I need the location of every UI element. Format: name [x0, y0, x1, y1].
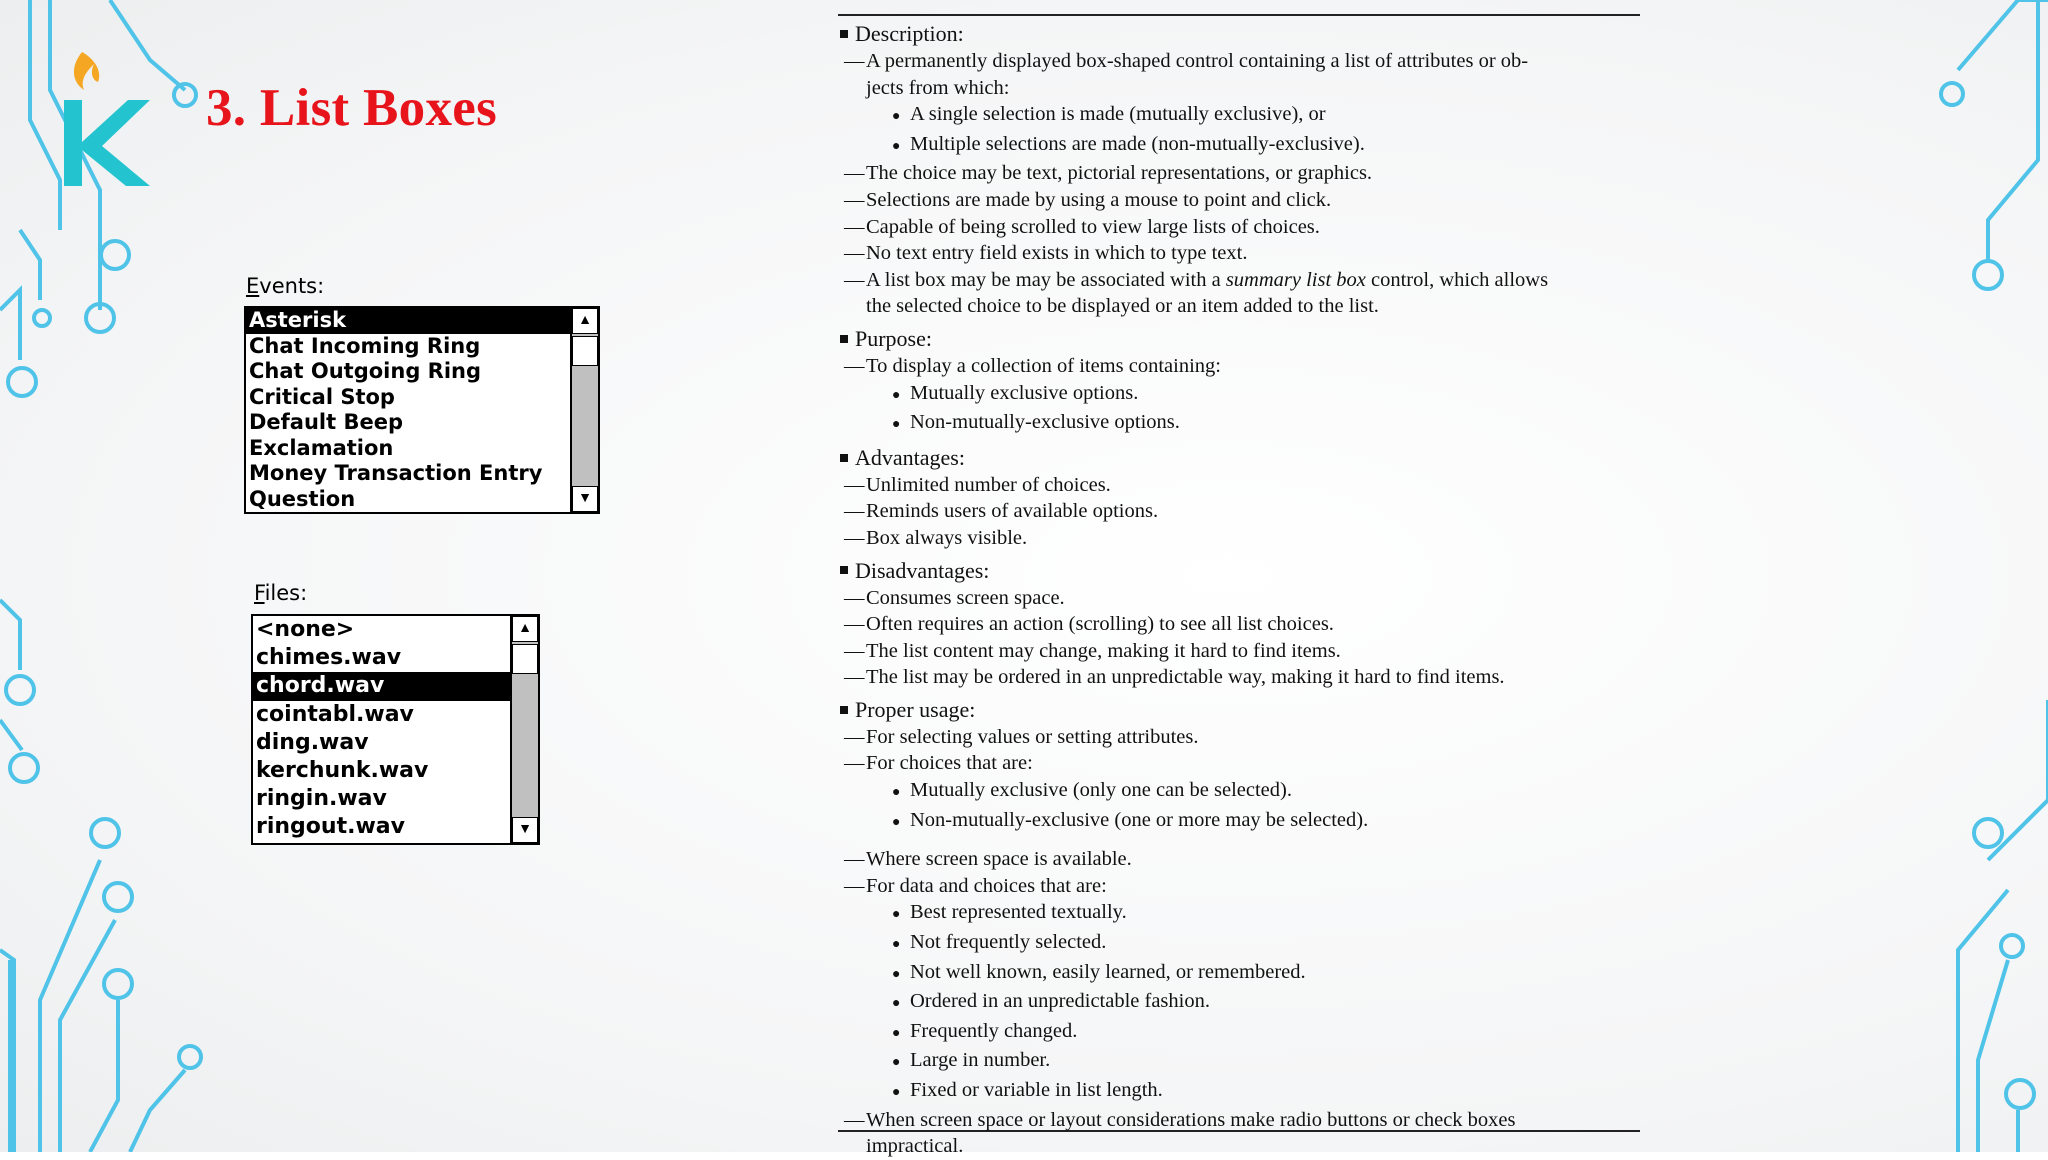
- events-scroll-down-arrow-icon[interactable]: ▼: [572, 486, 598, 512]
- section-heading: Purpose:: [838, 325, 1640, 353]
- list-item: —Selections are made by using a mouse to point and click.: [844, 188, 1332, 211]
- files-scroll-up-arrow-icon[interactable]: ▲: [512, 616, 538, 642]
- section-heading: Description:: [838, 20, 1640, 48]
- list-item: ● Mutually exclusive options.: [892, 381, 1139, 404]
- files-list-option[interactable]: cointabl.wav: [256, 701, 414, 727]
- list-item: ● Ordered in an unpredictable fashion.: [892, 990, 1210, 1013]
- list-item: —Consumes screen space.: [844, 586, 1065, 609]
- section-heading: Advantages:: [838, 444, 1640, 472]
- list-item: ● Non-mutually-exclusive options.: [892, 411, 1180, 434]
- square-bullet-icon: [840, 30, 848, 38]
- events-list-option[interactable]: Exclamation: [249, 435, 394, 460]
- files-label: Files:: [254, 581, 308, 605]
- events-list-box[interactable]: [244, 306, 600, 514]
- section-advantages: [838, 439, 1640, 552]
- list-item: —No text entry field exists in which to type text.: [844, 242, 1248, 265]
- events-list-items: [246, 308, 570, 512]
- section-proper-usage: [838, 691, 1640, 1160]
- list-item: ● Not frequently selected.: [892, 931, 1107, 954]
- square-bullet-icon: [840, 706, 848, 714]
- section-purpose: [838, 320, 1640, 439]
- events-scroll-up-arrow-icon[interactable]: ▲: [572, 308, 598, 334]
- list-item: ● Frequently changed.: [892, 1019, 1078, 1042]
- list-item: —The choice may be text, pictorial representations, or graphics.: [844, 162, 1373, 185]
- list-item: —Reminds users of available options.: [844, 500, 1159, 523]
- list-item: ● Fixed or variable in list length.: [892, 1079, 1163, 1101]
- square-bullet-icon: [840, 566, 848, 574]
- list-item: —Box always visible.: [844, 526, 1028, 549]
- events-scroll-thumb[interactable]: [572, 336, 598, 366]
- list-item: —Unlimited number of choices.: [844, 473, 1111, 496]
- square-bullet-icon: [840, 335, 848, 343]
- files-list-option[interactable]: ringin.wav: [256, 786, 387, 812]
- files-list-option[interactable]: chord.wav: [253, 672, 510, 700]
- events-list-option[interactable]: Default Beep: [249, 410, 404, 434]
- list-item: ● A single selection is made (mutually exclusive), or: [892, 103, 1326, 126]
- list-item: —A list box may be may be associated with a summary list box control, which allows the selected choice to be displayed or an item added to the list.: [844, 268, 1549, 318]
- list-item: —Capable of being scrolled to view large lists of choices.: [844, 215, 1320, 238]
- guidelines-document: [838, 14, 1640, 1158]
- list-item: —For data and choices that are:: [844, 874, 1107, 897]
- section-heading: Disadvantages:: [838, 557, 1640, 585]
- files-list-option[interactable]: ding.wav: [256, 729, 369, 755]
- list-item: —Often requires an action (scrolling) to see all list choices.: [844, 613, 1334, 636]
- list-item: ● Mutually exclusive (only one can be selected).: [892, 779, 1292, 802]
- list-item: —When screen space or layout considerations make radio buttons or check boxes impractical.: [844, 1108, 1516, 1158]
- section-heading: Proper usage:: [838, 696, 1640, 724]
- list-item: ● Best represented textually.: [892, 901, 1127, 924]
- section-description: [838, 16, 1640, 320]
- events-list-option[interactable]: Money Transaction Entry: [249, 461, 543, 485]
- square-bullet-icon: [840, 454, 848, 462]
- list-item: —For choices that are:: [844, 752, 1033, 775]
- list-item: —The list content may change, making it hard to find items.: [844, 639, 1341, 662]
- slide-title: 3. List Boxes: [206, 79, 498, 137]
- list-item: —Where screen space is available.: [844, 848, 1132, 871]
- events-list-option[interactable]: Asterisk: [246, 308, 570, 334]
- circuit-decoration-right: [1868, 0, 2048, 1152]
- files-scroll-thumb[interactable]: [512, 644, 538, 674]
- files-scrollbar[interactable]: [510, 616, 538, 843]
- list-item: ● Multiple selections are made (non-mutually-exclusive).: [892, 132, 1365, 155]
- section-disadvantages: [838, 552, 1640, 691]
- events-scrollbar[interactable]: [570, 308, 598, 512]
- list-item: ● Not well known, easily learned, or remembered.: [892, 960, 1306, 983]
- list-item: ● Large in number.: [892, 1049, 1051, 1072]
- events-list-option[interactable]: Chat Incoming Ring: [249, 333, 481, 358]
- brand-logo-icon: [50, 42, 160, 192]
- files-scroll-down-arrow-icon[interactable]: ▼: [512, 817, 538, 843]
- files-list-box[interactable]: [251, 614, 540, 845]
- files-list-option[interactable]: chimes.wav: [256, 645, 402, 671]
- events-label: Events:: [246, 274, 325, 298]
- list-item: —The list may be ordered in an unpredictable way, making it hard to find items.: [844, 666, 1505, 689]
- files-list-option[interactable]: kerchunk.wav: [256, 757, 429, 783]
- list-item: —A permanently displayed box-shaped control containing a list of attributes or ob- jects from which:: [844, 50, 1529, 99]
- events-list-option[interactable]: Question: [249, 486, 356, 511]
- files-list-items: [253, 616, 510, 843]
- files-list-option[interactable]: <none>: [256, 617, 355, 642]
- events-list-option[interactable]: Chat Outgoing Ring: [249, 359, 482, 383]
- events-list-option[interactable]: Critical Stop: [249, 384, 395, 409]
- files-list-option[interactable]: ringout.wav: [256, 814, 405, 840]
- list-item: ● Non-mutually-exclusive (one or more may be selected).: [892, 808, 1369, 831]
- list-item: —For selecting values or setting attributes.: [844, 725, 1199, 748]
- list-item: —To display a collection of items containing:: [844, 354, 1221, 377]
